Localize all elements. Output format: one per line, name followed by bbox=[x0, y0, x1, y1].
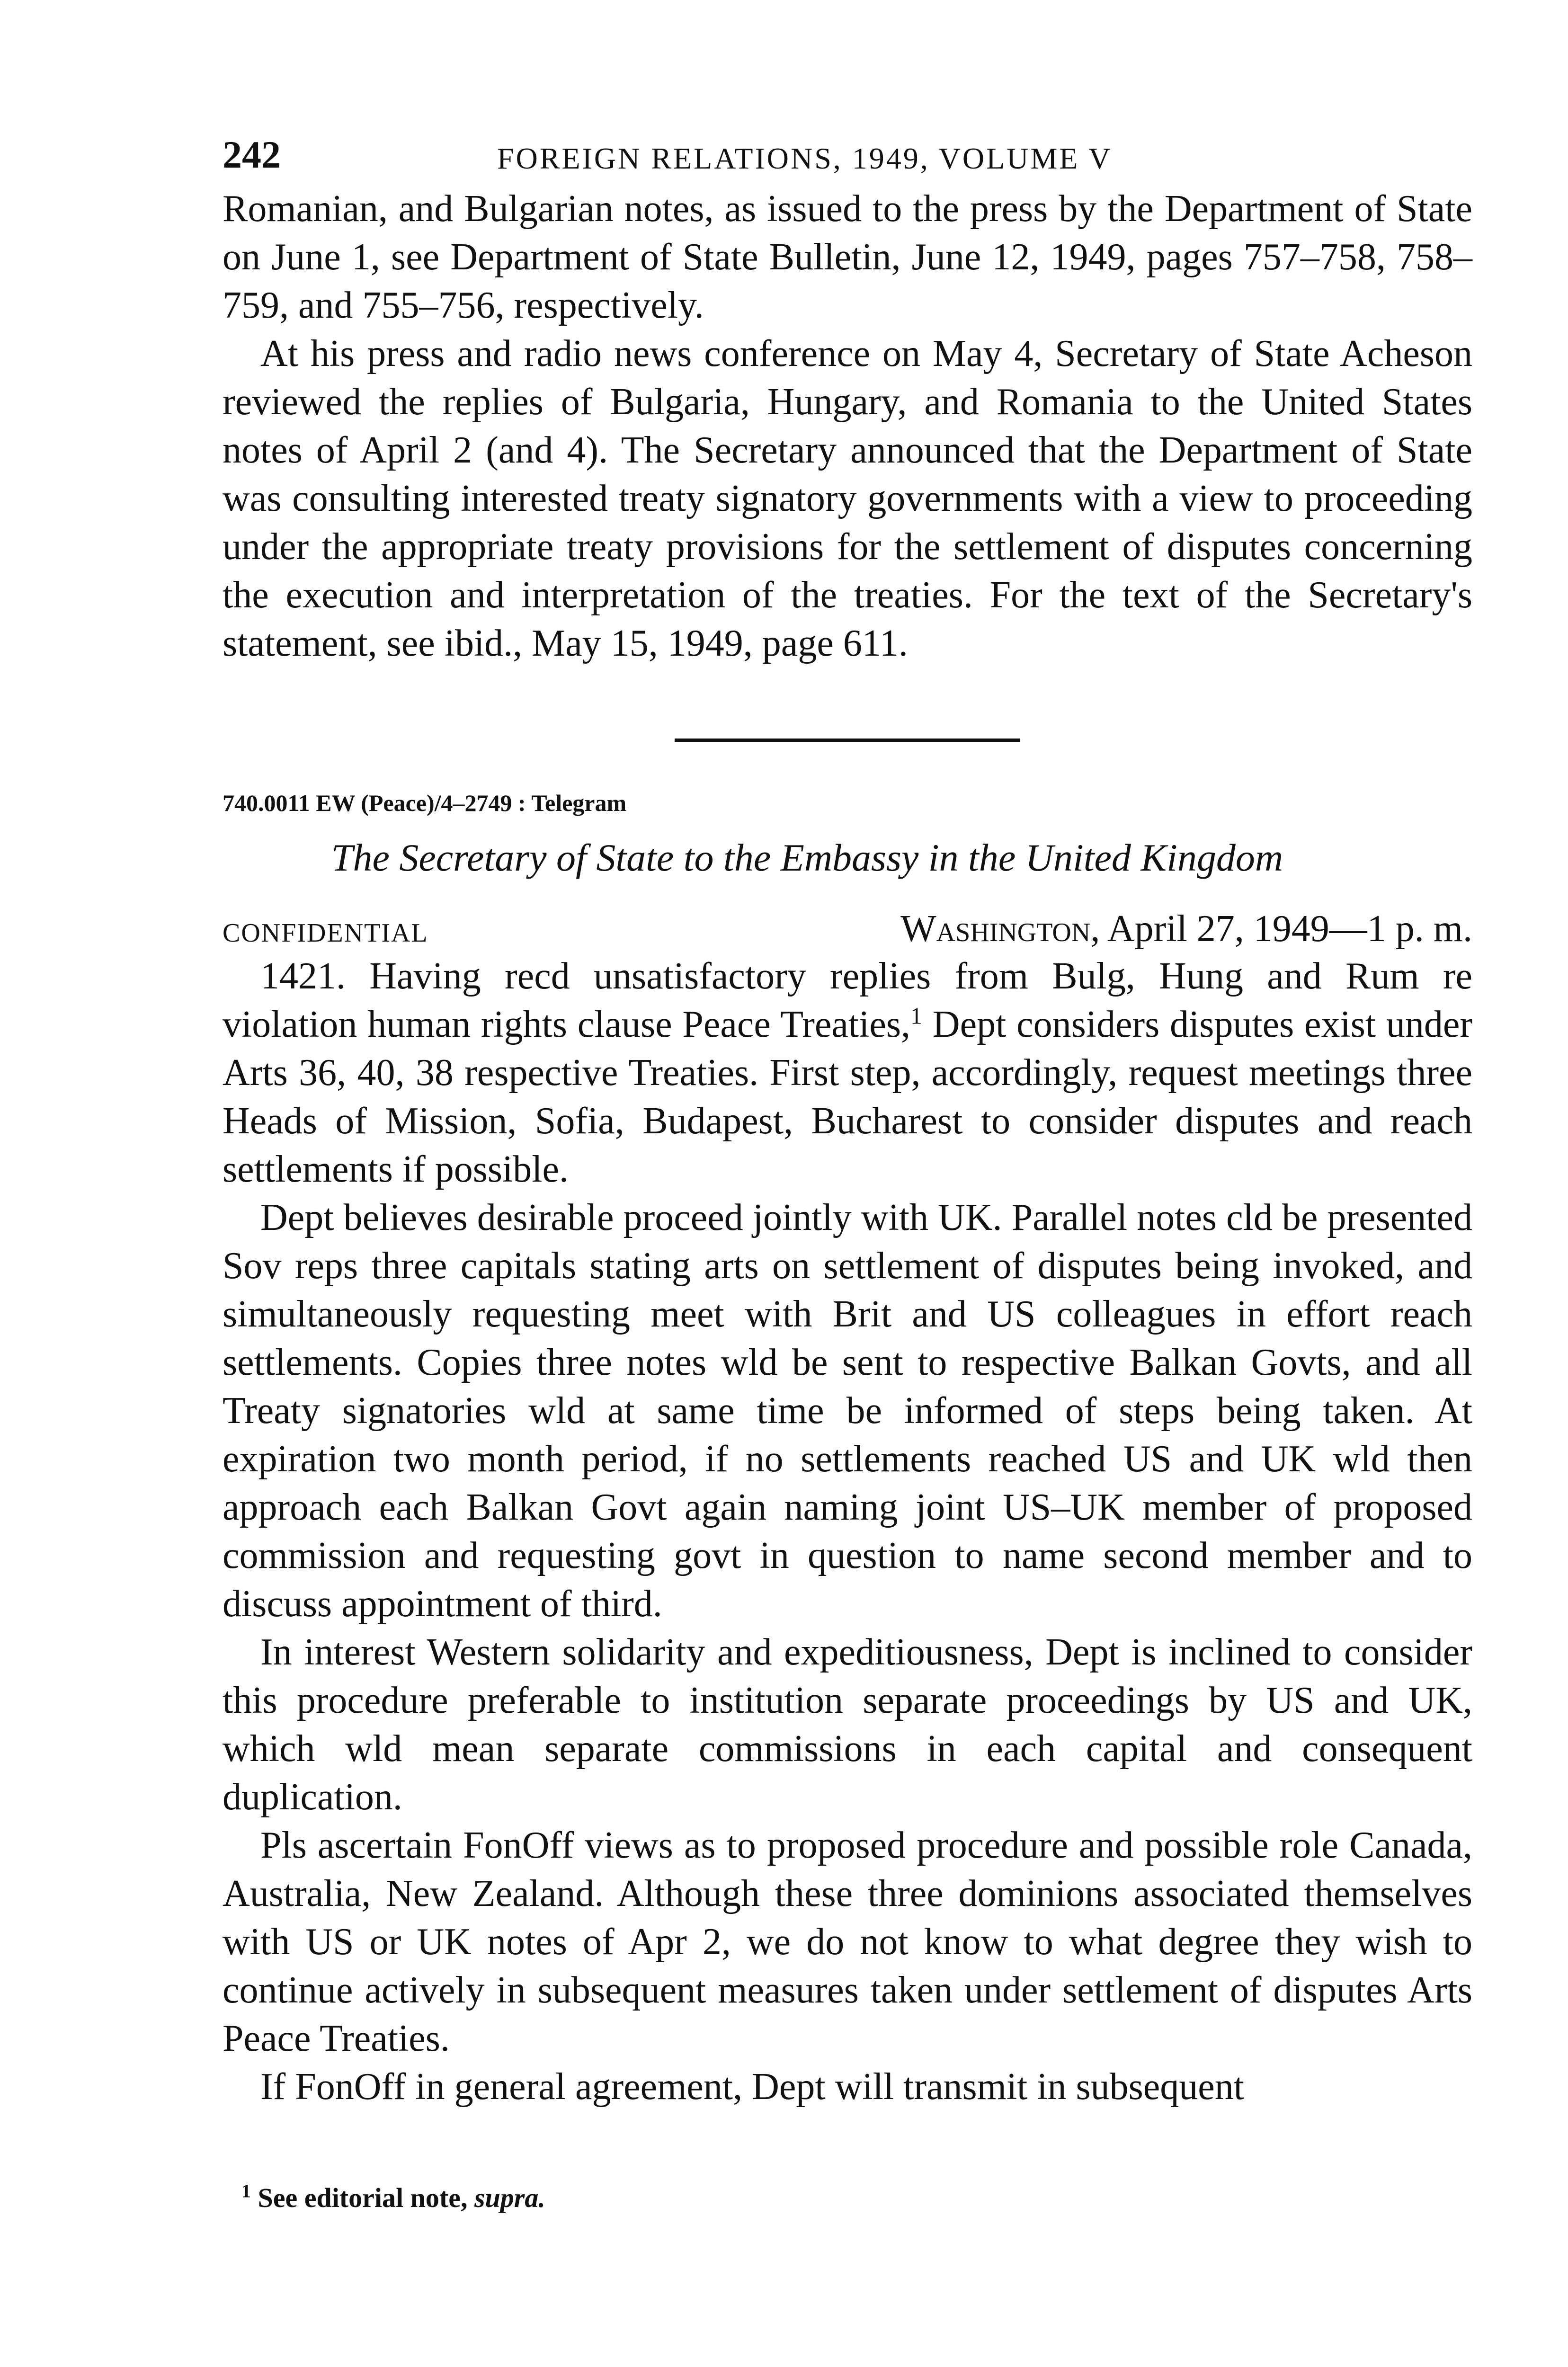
telegram-paragraph-1: 1421. Having recd unsatisfactory replies from Bulg, Hung and Rum re violation human rights clause Peace Treaties,$^1$ Dept considers disputes exist under Arts 36, 40, 38 respective Treaties. First step, accordingly, request meetings three Heads of Mission, Sofia, Budapest, Bucharest to consider disputes and reach settlements if possible. bbox=[223, 955, 1473, 1190]
file-reference: 740.0011 EW (Peace)/4–2749 : Telegram bbox=[223, 790, 627, 816]
date: , April 27, 1949—1 p. m. bbox=[1090, 908, 1472, 950]
telegram-paragraph-2: Dept believes desirable proceed jointly with UK. Parallel notes cld be presented Sov reps three capitals stating arts on settlement of disputes being invoked, and simultaneously requesting meet with Brit and US colleagues in effort reach settlements. Copies three notes wld be sent to respective Balkan Govts, and all Treaty signatories wld at same time be informed of steps being taken. At expiration two month period, if no settlements reached US and UK wld then approach each Balkan Govt again naming joint US–UK member of proposed commission and requesting govt in question to name second member and to discuss appointment of third. bbox=[223, 1197, 1472, 1625]
press-conference-paragraph: At his press and radio news conference on May 4, Secretary of State Acheson reviewed the replies of Bulgaria, Hungary, and Romania to the United States notes of April 2 (and 4). The Secretary announced that the Department of State was consulting interested treaty signatory governments with a view to proceeding under the appropriate treaty provisions for the settlement of disputes concerning the execution and interpretation of the treaties. For the text of the Secretary's statement, see ibid., May 15, 1949, page 611. bbox=[223, 333, 1472, 664]
document-page bbox=[223, 128, 1472, 2214]
document-title: The Secretary of State to the Embassy in the United Kingdom bbox=[331, 836, 1283, 879]
footnote-text: See editorial note, bbox=[258, 2182, 474, 2213]
running-head: FOREIGN RELATIONS, 1949, VOLUME V bbox=[497, 142, 1113, 175]
telegram-paragraph-5: If FonOff in general agreement, Dept will transmit in subsequent bbox=[260, 2066, 1245, 2108]
footnote-marker: 1 bbox=[910, 1002, 923, 1029]
telegram-paragraph-4: Pls ascertain FonOff views as to proposed procedure and possible role Canada, Australia, New Zealand. Although these three dominions associated themselves with US or UK notes of Apr 2, we do not know to what degree they wish to continue actively in subsequent measures taken under settlement of disputes Arts Peace Treaties. bbox=[223, 1824, 1472, 2059]
footnote-ref: supra. bbox=[474, 2182, 545, 2213]
place-and-date bbox=[900, 908, 1472, 951]
continued-paragraph: Romanian, and Bulgarian notes, as issued to the press by the Department of State on June 1, see Department of State Bulletin, June 12, 1949, pages 757–758, 758–759, and 755–756, respectively. bbox=[223, 188, 1472, 326]
footnote bbox=[223, 2182, 1472, 2214]
page-header bbox=[223, 128, 1472, 185]
page-number: 242 bbox=[223, 133, 281, 176]
section-divider bbox=[675, 739, 1020, 742]
classification-label: CONFIDENTIAL bbox=[223, 918, 428, 948]
dateline bbox=[223, 904, 1472, 952]
telegram-paragraph-3: In interest Western solidarity and expeditiousness, Dept is inclined to consider this procedure preferable to institution separate proceedings by US and UK, which wld mean separate commissions in each capital and consequent duplication. bbox=[223, 1631, 1472, 1818]
footnote-number: 1 bbox=[241, 2180, 251, 2202]
place: Washington bbox=[900, 908, 1091, 950]
